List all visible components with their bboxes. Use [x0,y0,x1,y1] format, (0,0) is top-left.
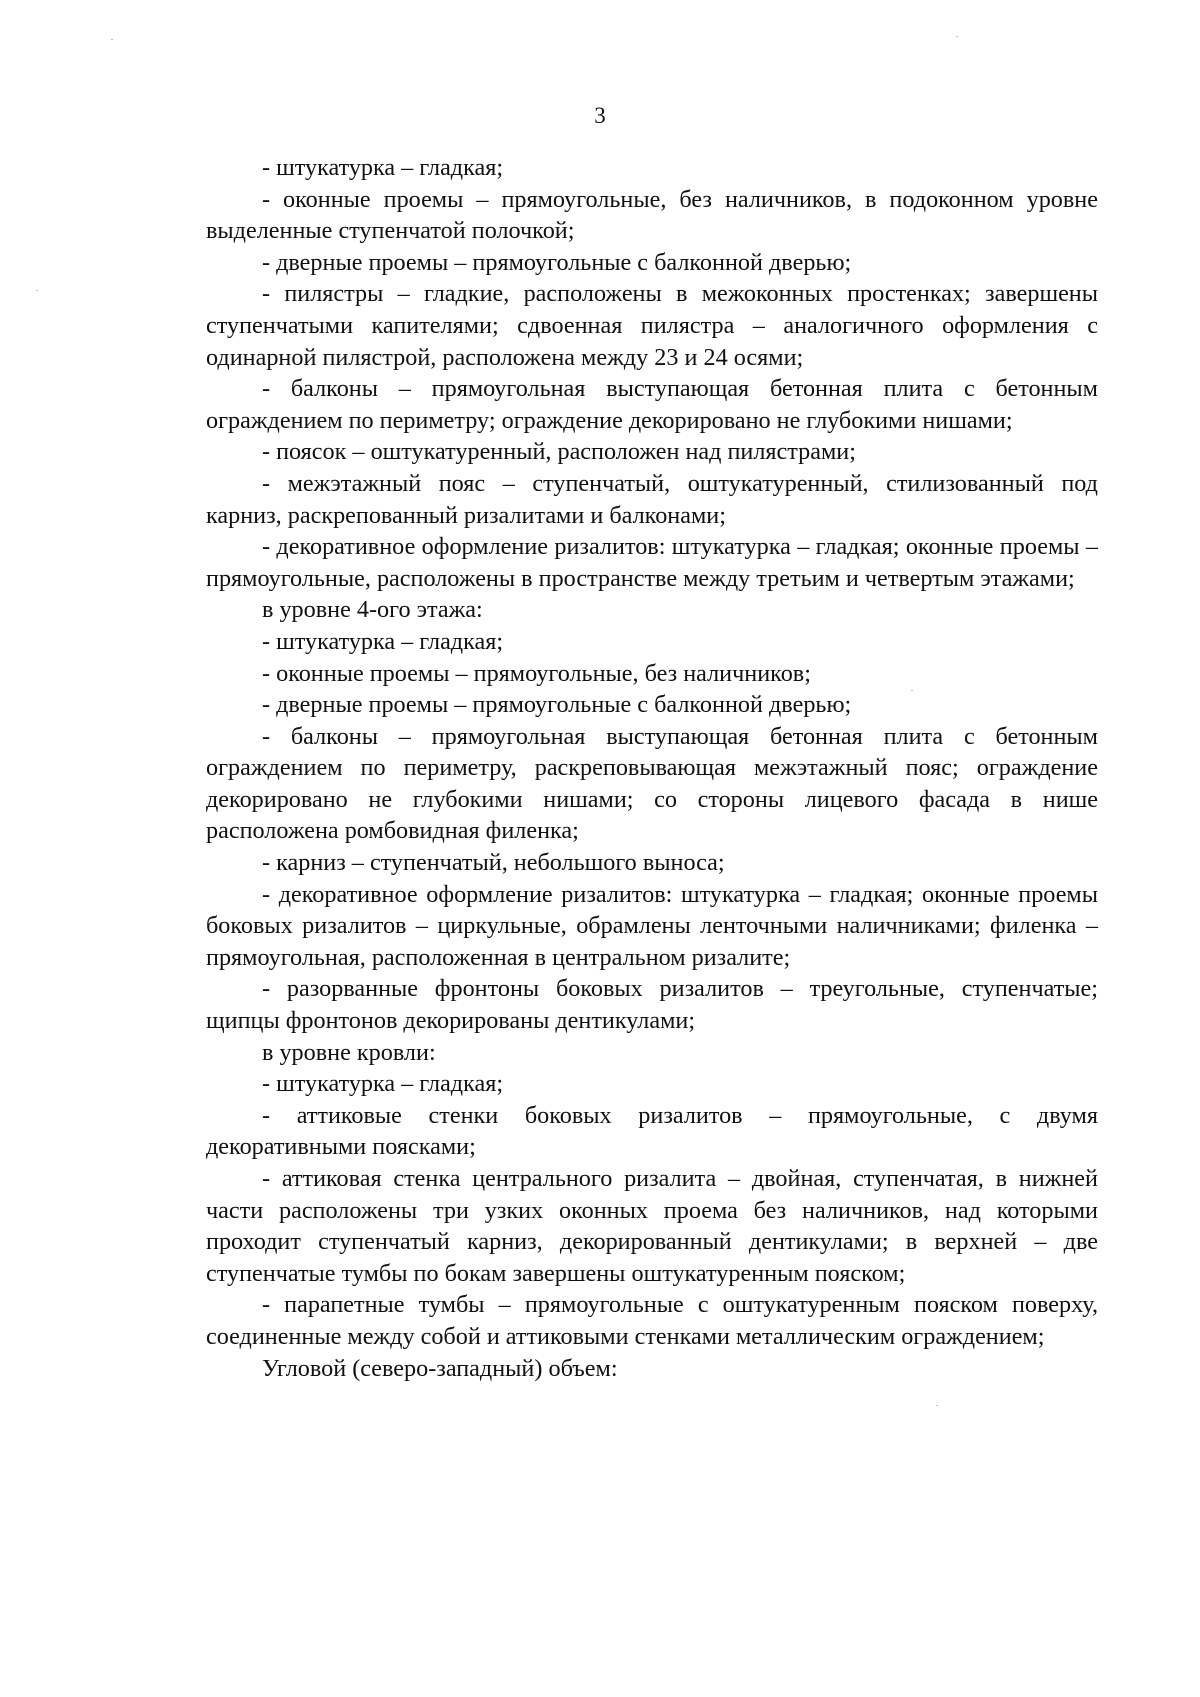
paragraph: в уровне кровли: [262,1038,436,1066]
paragraph: в уровне 4-ого этажа: [262,596,483,624]
scan-speck [111,39,113,40]
paragraph: - декоративное оформление ризалитов: штукатурка – гладкая; оконные проемы – прямоугольные, расположены в пространстве между третьим и четвертым этажами; [206,533,1098,592]
paragraph: - штукатурка – гладкая; [262,1070,504,1098]
page-number: 3 [594,103,606,128]
paragraph: - декоративное оформление ризалитов: штукатурка – гладкая; оконные проемы боковых ризалитов – циркульные, обрамлены ленточными наличниками; филенка – прямоугольная, расположенная в центральном ризалите; [206,880,1098,971]
paragraph: - дверные проемы – прямоугольные с балконной дверью; [262,691,852,719]
paragraph: - карниз – ступенчатый, небольшого выноса; [262,849,725,877]
paragraph: - балконы – прямоугольная выступающая бетонная плита с бетонным ограждением по периметру, раскреповывающая межэтажный пояс; ограждение декорировано не глубокими нишами; со стороны лицевого фасада в нише расположена ромбовидная филенка; [206,722,1098,845]
paragraph: - разорванные фронтоны боковых ризалитов – треугольные, ступенчатые; щипцы фронтонов декорированы дентикулами; [206,975,1098,1035]
paragraph: - парапетные тумбы – прямоугольные с оштукатуренным пояском поверху, соединенные между собой и аттиковыми стенками металлическим ограждением; [206,1291,1098,1350]
scan-speck [36,290,38,291]
scan-speck [936,1405,938,1406]
document-body [206,152,1098,1384]
paragraph: - аттиковые стенки боковых ризалитов – прямоугольные, с двумя декоративными поясками; [206,1101,1098,1161]
paragraph: - дверные проемы – прямоугольные с балконной дверью; [262,248,852,276]
paragraph: - аттиковая стенка центрального ризалита – двойная, ступенчатая, в нижней части расположены три узких оконных проема без наличников, над которыми проходит ступенчатый карниз, декорированный дентикулами; в верхней – две ступенчатые тумбы по бокам завершены оштукатуренным пояском; [206,1165,1098,1287]
paragraph: - оконные проемы – прямоугольные, без наличников, в подоконном уровне выделенные ступенчатой полочкой; [206,185,1098,245]
paragraph: - поясок – оштукатуренный, расположен над пилястрами; [262,438,856,466]
paragraph: - пилястры – гладкие, расположены в межоконных простенках; завершены ступенчатыми капителями; сдвоенная пилястра – аналогичного оформления с одинарной пилястрой, расположена между 23 и 24 осями; [206,280,1098,371]
paragraph: - оконные проемы – прямоугольные, без наличников; [262,659,811,687]
scan-speck [956,36,958,37]
paragraph: - межэтажный пояс – ступенчатый, оштукатуренный, стилизованный под карниз, раскрепованный ризалитами и балконами; [206,469,1098,529]
paragraph: - балконы – прямоугольная выступающая бетонная плита с бетонным ограждением по периметру; ограждение декорировано не глубокими нишами; [206,375,1098,434]
paragraph: - штукатурка – гладкая; [262,627,504,655]
paragraph: Угловой (северо-западный) объем: [262,1354,618,1382]
paragraph: - штукатурка – гладкая; [262,154,504,181]
